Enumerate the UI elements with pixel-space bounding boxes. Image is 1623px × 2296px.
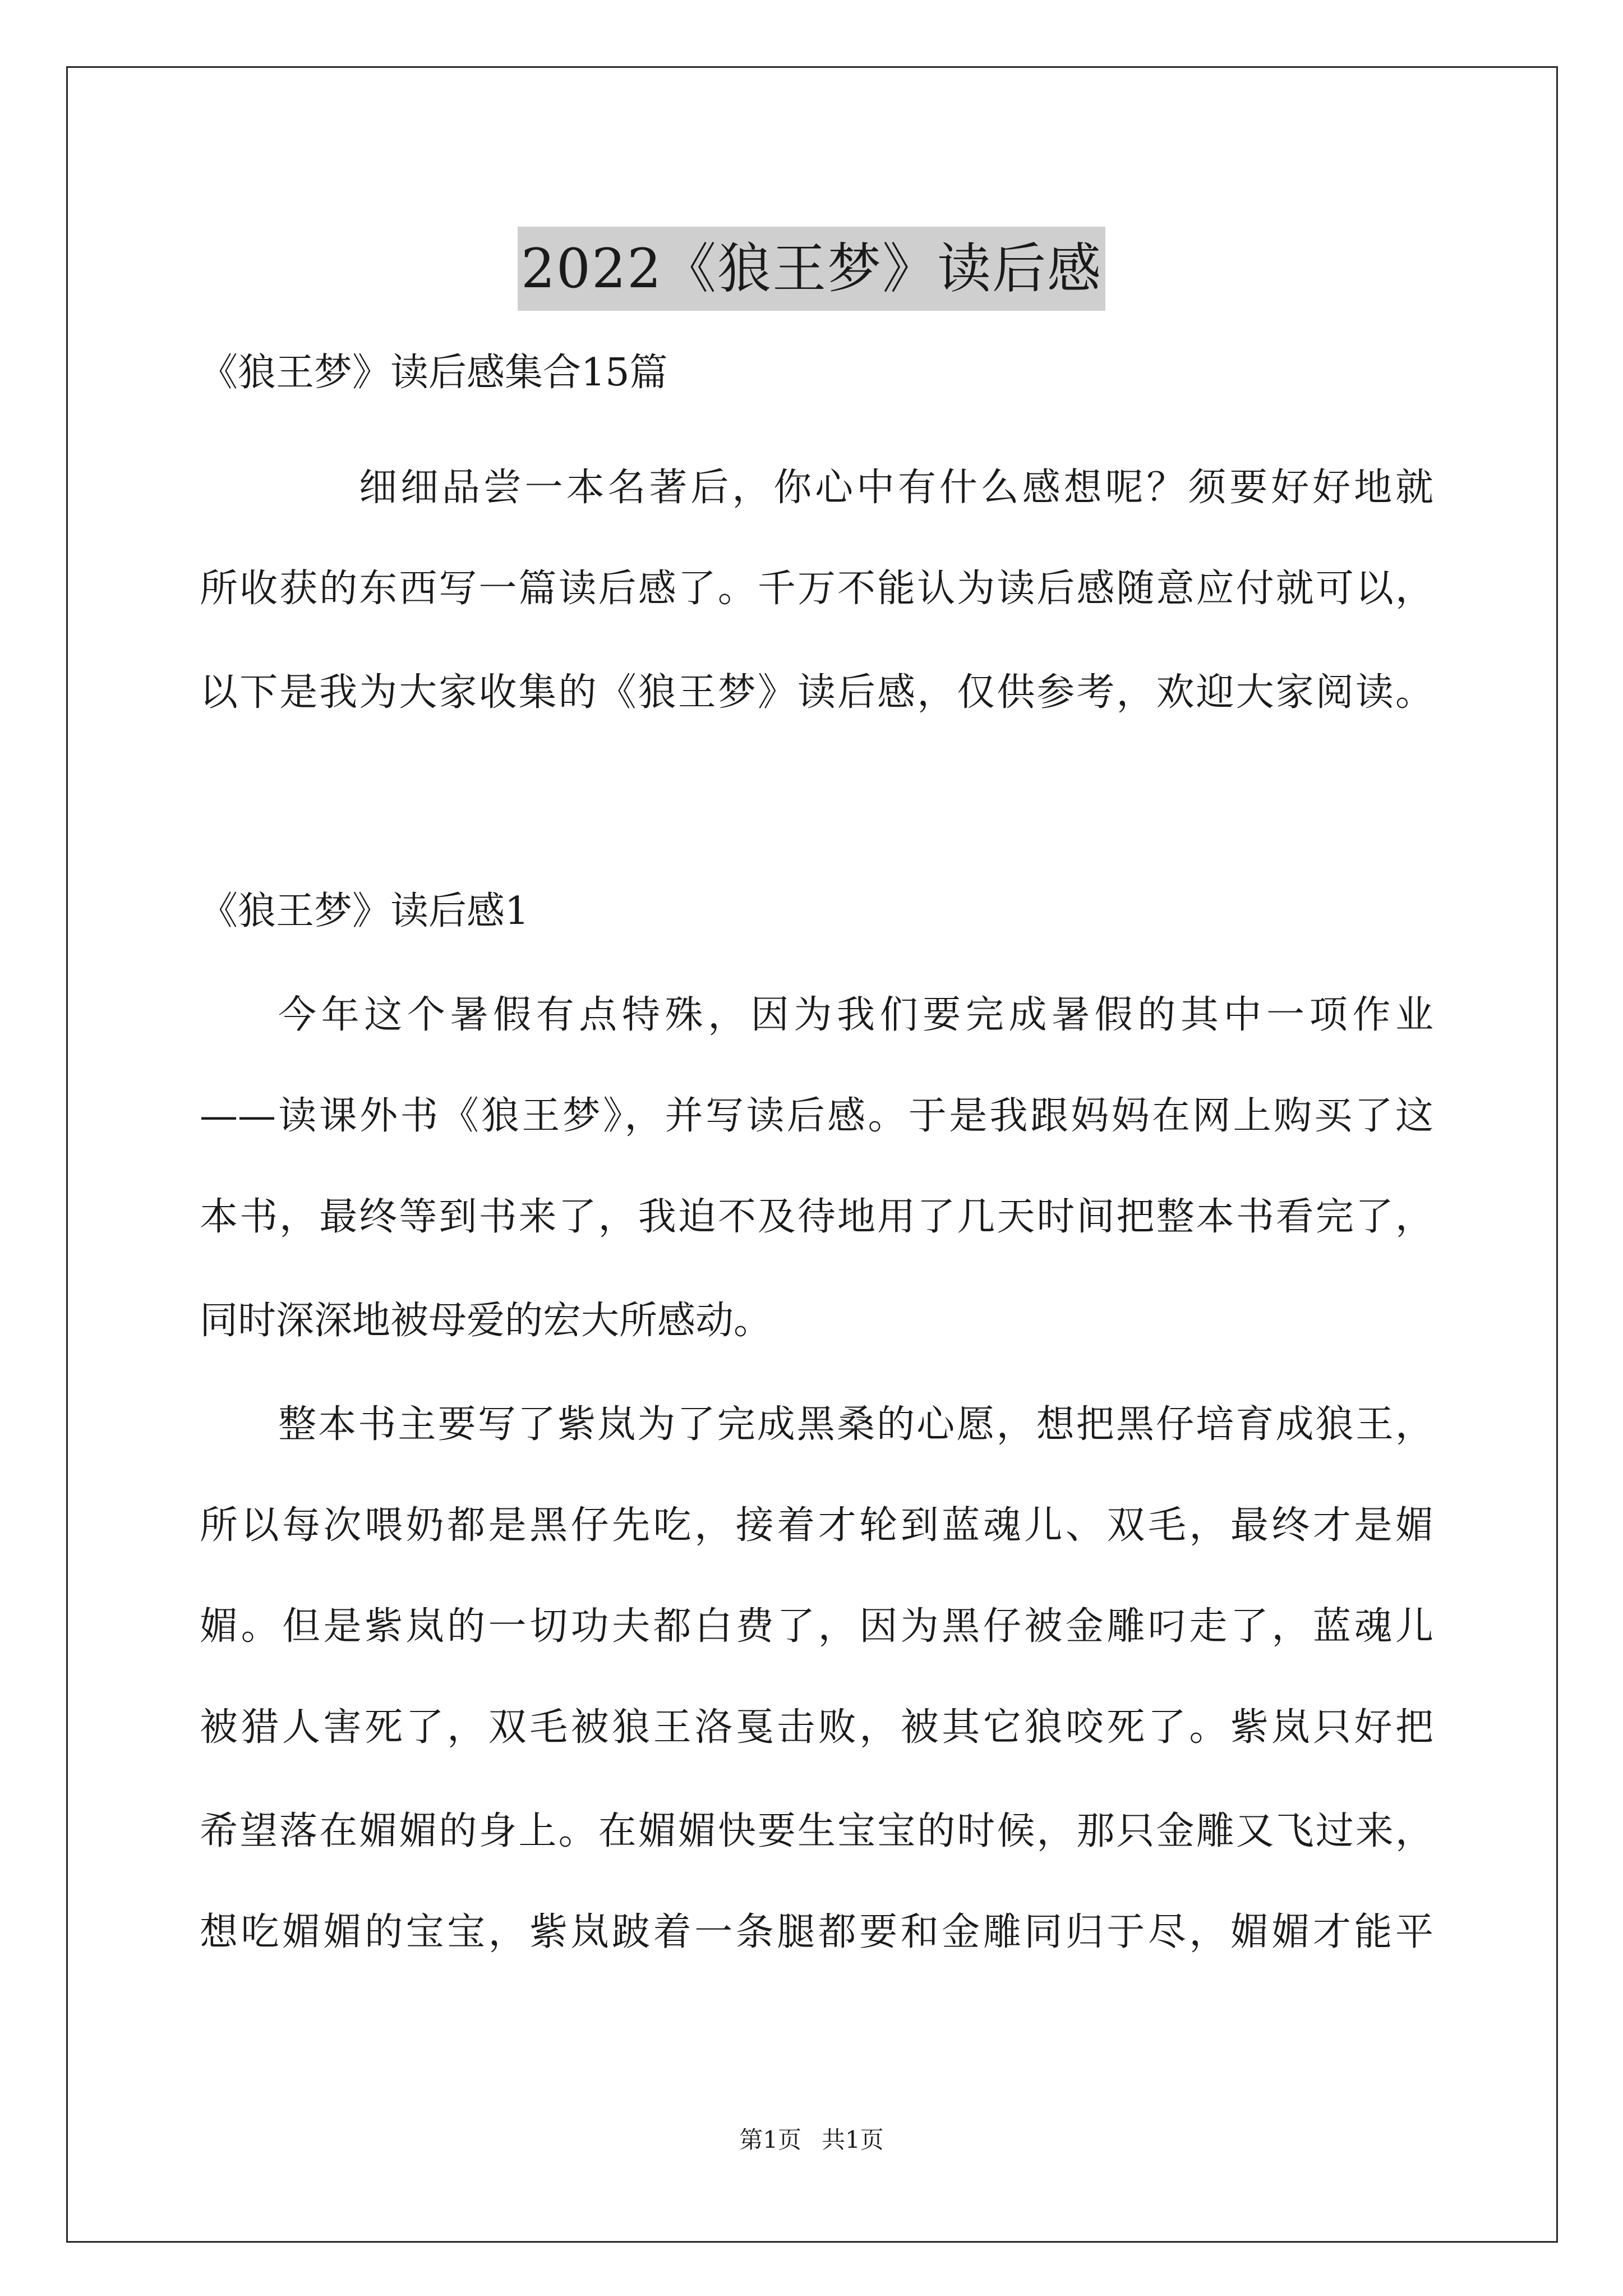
page-footer <box>0 2123 1623 2157</box>
paragraph-line: 整本书主要写了紫岚为了完成黑桑的心愿，想把黑仔培育成狼王， <box>278 1402 1433 1447</box>
paragraph-line: 想吃媚媚的宝宝，紫岚跛着一条腿都要和金雕同归于尽，媚媚才能平 <box>200 1910 1433 1954</box>
paragraph-line: 本书，最终等到书来了，我迫不及待地用了几天时间把整本书看完了， <box>200 1195 1433 1239</box>
page-total: 共1页 <box>822 2126 884 2154</box>
paragraph-line: 同时深深地被母爱的宏大所感动。 <box>200 1299 772 1343</box>
intro-line: 所收获的东西写一篇读后感了。千万不能认为读后感随意应付就可以， <box>200 567 1433 611</box>
title-container <box>0 191 1623 347</box>
paragraph-line: ——读课外书《狼王梦》，并写读后感。于是我跟妈妈在网上购买了这 <box>200 1094 1433 1138</box>
paragraph-line: 被猎人害死了，双毛被狼王洛戛击败，被其它狼咬死了。紫岚只好把 <box>200 1705 1433 1750</box>
intro-line: 以下是我为大家收集的《狼王梦》读后感，仅供参考，欢迎大家阅读。 <box>200 670 1433 715</box>
page-number: 第1页 <box>739 2126 801 2154</box>
paragraph-line: 今年这个暑假有点特殊，因为我们要完成暑假的其中一项作业 <box>278 993 1433 1037</box>
document-title: 2022《狼王梦》读后感 <box>518 227 1105 311</box>
paragraph-line: 媚。但是紫岚的一切功夫都白费了，因为黑仔被金雕叼走了，蓝魂儿 <box>200 1604 1433 1649</box>
document-subtitle: 《狼王梦》读后感集合15篇 <box>200 351 668 395</box>
section-heading: 《狼王梦》读后感1 <box>200 889 529 933</box>
paragraph-line: 希望落在媚媚的身上。在媚媚快要生宝宝的时候，那只金雕又飞过来， <box>200 1809 1433 1853</box>
intro-line: 细细品尝一本名著后，你心中有什么感想呢？须要好好地就 <box>359 466 1433 510</box>
paragraph-line: 所以每次喂奶都是黑仔先吃，接着才轮到蓝魂儿、双毛，最终才是媚 <box>200 1503 1433 1548</box>
